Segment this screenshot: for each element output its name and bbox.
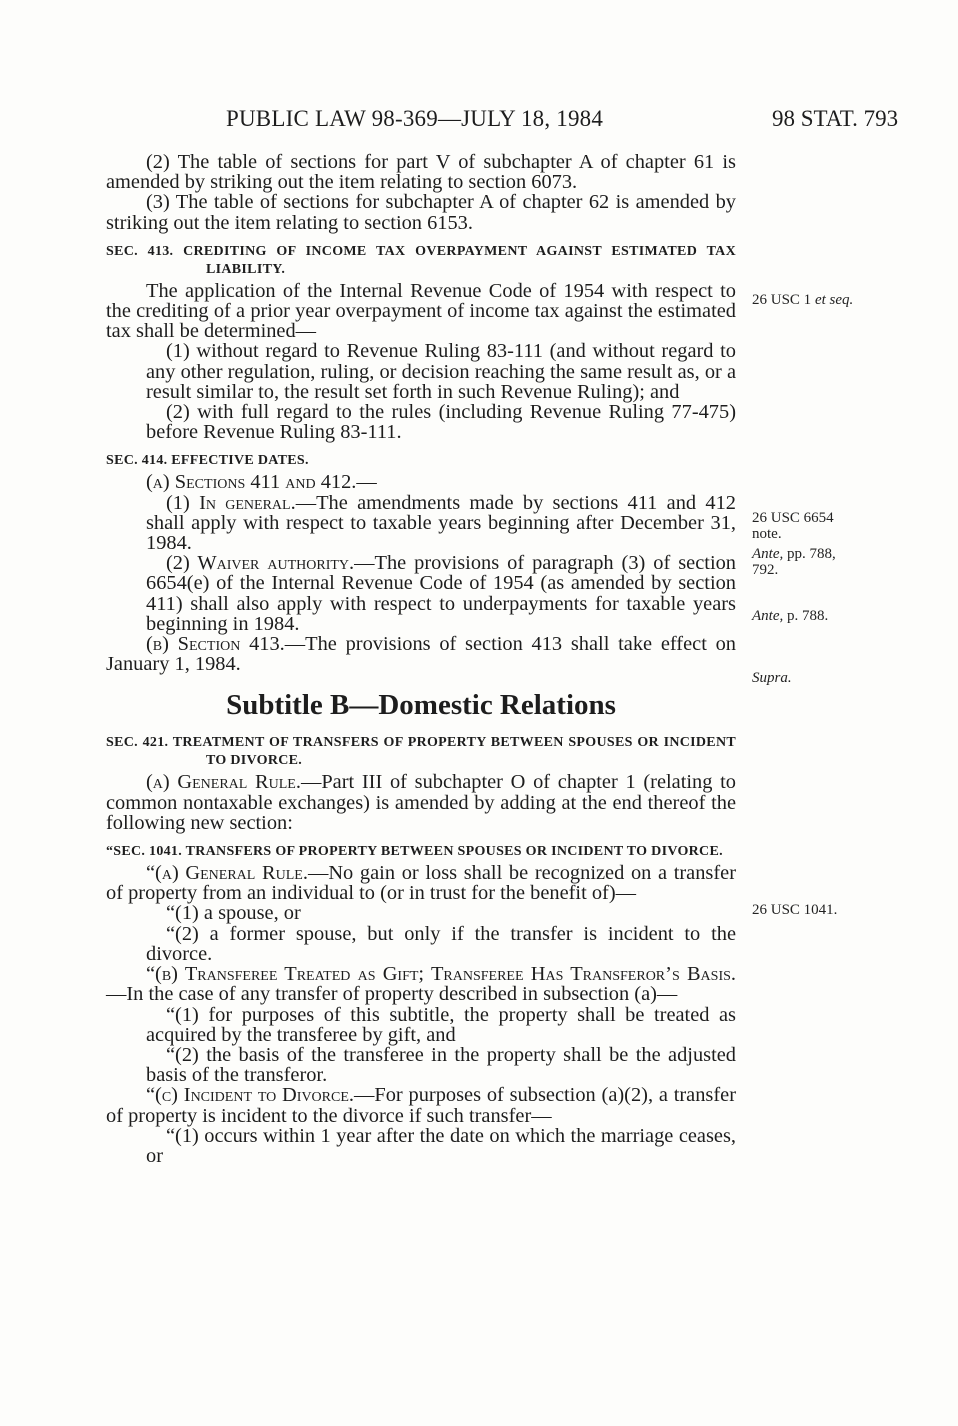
text-1041-a: —No gain or loss shall be recognized on a transfer of property from an individual to (or in trust for the benefit of)— bbox=[106, 862, 736, 905]
paragraph-413-1: (1) without regard to Revenue Ruling 83-111 (and without regard to any other regulation, ruling, or decision reaching the same result as, or a result similar to, the result set forth in such Revenue Ruling); and bbox=[146, 340, 736, 403]
margin-note-26usc1 bbox=[752, 292, 853, 308]
paragraph-1041-b-2: “(2) the basis of the transferee in the property shall be the adjusted basis of the transferor. bbox=[146, 1043, 736, 1087]
margin-note-6654-line1: 26 USC 6654 bbox=[752, 510, 834, 526]
paragraph-1041-b bbox=[106, 964, 736, 1004]
section-1041-heading: “SEC. 1041. TRANSFERS OF PROPERTY BETWEEN SPOUSES OR INCIDENT TO DIVORCE. bbox=[106, 844, 723, 860]
label-general-rule: (a) General Rule. bbox=[146, 771, 301, 794]
margin-note-26usc1-em: et seq. bbox=[814, 292, 854, 308]
label-414-a: (a) Sections 411 and 412.— bbox=[146, 471, 377, 494]
label-section-413: (b) Section 413. bbox=[146, 633, 285, 656]
paragraph-413-intro: The application of the Internal Revenue Code of 1954 with respect to the crediting of a prior year overpayment of income tax against the estimated tax shall be determined— bbox=[106, 279, 736, 343]
paragraph-1041-a bbox=[106, 863, 736, 903]
text-1041-b: —In the case of any transfer of property described in subsection (a)— bbox=[106, 983, 678, 1006]
margin-note-supra bbox=[752, 670, 792, 686]
margin-note-6654 bbox=[752, 510, 834, 542]
margin-note-6654-line2: note. bbox=[752, 526, 782, 542]
subtitle-b-heading: Subtitle B—Domestic Relations bbox=[226, 689, 616, 722]
section-413-heading: SEC. 413. CREDITING OF INCOME TAX OVERPAYMENT AGAINST ESTIMATED TAX LIABILITY. bbox=[106, 243, 736, 277]
paragraph-1041-b-1: “(1) for purposes of this subtitle, the property shall be treated as acquired by the transferee by gift, and bbox=[146, 1003, 736, 1046]
paragraph-1041-c bbox=[106, 1085, 736, 1125]
paragraph-414-a-1 bbox=[106, 493, 736, 554]
margin-note-ante-text-1: pp. 788, 792. bbox=[752, 546, 836, 578]
text-in-general: —The amendments made by sections 411 and 412 shall apply with respect to taxable years beginning after December 31, 1984. bbox=[146, 491, 736, 555]
paragraph-413-2: (2) with full regard to the rules (including Revenue Ruling 77-475) before Revenue Ruling 83-111. bbox=[146, 401, 736, 444]
margin-note-ante-em-2: Ante, bbox=[752, 608, 784, 624]
margin-note-26usc1041-text: 26 USC 1041. bbox=[752, 902, 838, 918]
label-1041-a: “(a) General Rule. bbox=[146, 862, 308, 885]
margin-note-ante-em-1: Ante, bbox=[752, 546, 784, 562]
paragraph-414-a bbox=[106, 472, 736, 492]
text-1041-c: —For purposes of subsection (a)(2), a transfer of property is incident to the divorce if such transfer— bbox=[106, 1084, 736, 1127]
text-waiver-authority: —The provisions of paragraph (3) of section 6654(e) of the Internal Revenue Code of 1954 (as amended by section 411) shall also apply with respect to underpayments for taxable years beginning in 1984. bbox=[146, 552, 737, 635]
label-1041-c: “(c) Incident to Divorce. bbox=[146, 1084, 354, 1107]
text-general-rule: —Part III of subchapter O of chapter 1 (relating to common nontaxable exchanges) is amended by adding at the end thereof the following new section: bbox=[106, 771, 736, 834]
paragraph-414-a-2 bbox=[106, 553, 736, 634]
paragraph-1041-a-2: “(2) a former spouse, but only if the transfer is incident to the divorce. bbox=[146, 922, 736, 965]
margin-note-ante-text-2: p. 788. bbox=[787, 608, 829, 624]
section-421-heading: SEC. 421. TREATMENT OF TRANSFERS OF PROPERTY BETWEEN SPOUSES OR INCIDENT TO DIVORCE. bbox=[106, 735, 736, 769]
label-waiver-authority: (2) Waiver authority. bbox=[166, 552, 355, 575]
margin-note-26usc1041 bbox=[752, 902, 837, 918]
paragraph-table-sections-62: (3) The table of sections for subchapter A of chapter 62 is amended by striking out the item relating to section 6153. bbox=[106, 191, 736, 234]
section-414-heading: SEC. 414. EFFECTIVE DATES. bbox=[106, 453, 309, 469]
paragraph-1041-c-1: “(1) occurs within 1 year after the date on which the marriage ceases, or bbox=[146, 1124, 736, 1167]
margin-note-ante-788-792 bbox=[752, 546, 858, 578]
label-1041-b: “(b) Transferee Treated as Gift; Transferee Has Transferor’s Basis. bbox=[146, 963, 736, 986]
main-text bbox=[106, 152, 736, 1166]
header-stat-page: 98 STAT. 793 bbox=[772, 106, 899, 131]
paragraph-1041-a-1: “(1) a spouse, or bbox=[166, 902, 301, 925]
paragraph-table-sections-61: (2) The table of sections for part V of subchapter A of chapter 61 is amended by striking out the item relating to section 6073. bbox=[106, 151, 736, 194]
margin-note-supra-em: Supra. bbox=[752, 670, 792, 686]
label-in-general: (1) In general. bbox=[166, 491, 296, 514]
text-section-413: —The provisions of section 413 shall take effect on January 1, 1984. bbox=[106, 633, 737, 676]
running-header bbox=[0, 106, 958, 136]
header-title: PUBLIC LAW 98-369—JULY 18, 1984 bbox=[226, 106, 604, 131]
paragraph-414-b bbox=[106, 634, 736, 674]
margin-note-ante-788 bbox=[752, 608, 828, 624]
margin-note-26usc1-text: 26 USC 1 bbox=[752, 292, 812, 308]
paragraph-421-a bbox=[106, 772, 736, 833]
